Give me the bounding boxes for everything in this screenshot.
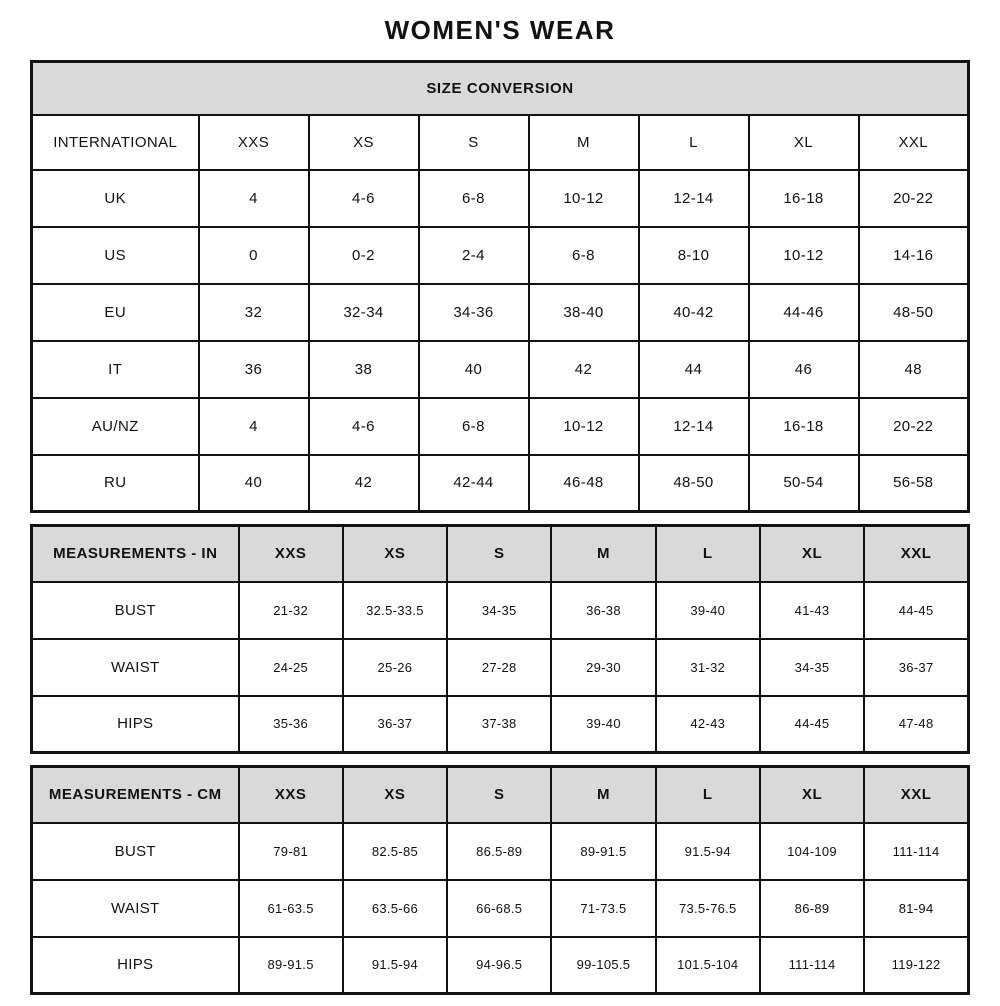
col-header-l: L	[639, 115, 749, 170]
cell: 46	[749, 341, 859, 398]
cell: 36	[199, 341, 309, 398]
cell: 35-36	[239, 696, 343, 753]
col-header-s: S	[419, 115, 529, 170]
cell: 4-6	[309, 398, 419, 455]
cell: 12-14	[639, 398, 749, 455]
cell: 10-12	[749, 227, 859, 284]
cell: 81-94	[864, 880, 968, 937]
col-header-xxs: XXS	[239, 526, 343, 582]
cell: 12-14	[639, 170, 749, 227]
row-label-aunz: AU/NZ	[32, 398, 199, 455]
col-header-xxs: XXS	[199, 115, 309, 170]
cell: 14-16	[859, 227, 969, 284]
cell: 20-22	[859, 170, 969, 227]
row-label-hips: HIPS	[32, 696, 239, 753]
cell: 48-50	[859, 284, 969, 341]
col-header-xs: XS	[343, 767, 447, 823]
cell: 104-109	[760, 823, 864, 880]
table-row-bust-cm	[32, 823, 969, 880]
cell: 48-50	[639, 455, 749, 512]
cell: 61-63.5	[239, 880, 343, 937]
cell: 8-10	[639, 227, 749, 284]
cell: 41-43	[760, 582, 864, 639]
cell: 6-8	[419, 398, 529, 455]
size-conversion-header-row	[32, 115, 969, 170]
cell: 37-38	[447, 696, 551, 753]
cell: 27-28	[447, 639, 551, 696]
cell: 66-68.5	[447, 880, 551, 937]
col-header-xxs: XXS	[239, 767, 343, 823]
table-row-bust-in	[32, 582, 969, 639]
row-label-eu: EU	[32, 284, 199, 341]
cell: 38-40	[529, 284, 639, 341]
cell: 40-42	[639, 284, 749, 341]
col-header-m: M	[551, 526, 655, 582]
measurements-cm-title: MEASUREMENTS - CM	[32, 767, 239, 823]
table-row-aunz	[32, 398, 969, 455]
col-header-xs: XS	[343, 526, 447, 582]
cell: 16-18	[749, 398, 859, 455]
cell: 25-26	[343, 639, 447, 696]
row-label-us: US	[32, 227, 199, 284]
cell: 89-91.5	[239, 937, 343, 994]
table-row-waist-in	[32, 639, 969, 696]
col-header-l: L	[656, 767, 760, 823]
cell: 82.5-85	[343, 823, 447, 880]
col-header-m: M	[551, 767, 655, 823]
cell: 36-37	[343, 696, 447, 753]
table-row-waist-cm	[32, 880, 969, 937]
cell: 119-122	[864, 937, 968, 994]
row-label-ru: RU	[32, 455, 199, 512]
col-header-xxl: XXL	[859, 115, 969, 170]
cell: 94-96.5	[447, 937, 551, 994]
cell: 63.5-66	[343, 880, 447, 937]
cell: 36-38	[551, 582, 655, 639]
cell: 101.5-104	[656, 937, 760, 994]
cell: 4	[199, 170, 309, 227]
page-title: WOMEN'S WEAR	[384, 15, 616, 45]
row-label-bust: BUST	[32, 823, 239, 880]
col-header-xs: XS	[309, 115, 419, 170]
cell: 32	[199, 284, 309, 341]
cell: 86-89	[760, 880, 864, 937]
cell: 0	[199, 227, 309, 284]
table-row-ru	[32, 455, 969, 512]
cell: 89-91.5	[551, 823, 655, 880]
cell: 34-35	[447, 582, 551, 639]
row-label-waist: WAIST	[32, 880, 239, 937]
row-label-it: IT	[32, 341, 199, 398]
cell: 34-36	[419, 284, 529, 341]
cell: 32-34	[309, 284, 419, 341]
cell: 56-58	[859, 455, 969, 512]
cell: 99-105.5	[551, 937, 655, 994]
cell: 16-18	[749, 170, 859, 227]
col-header-xxl: XXL	[864, 526, 968, 582]
row-label-bust: BUST	[32, 582, 239, 639]
cell: 4-6	[309, 170, 419, 227]
col-header-s: S	[447, 526, 551, 582]
cell: 73.5-76.5	[656, 880, 760, 937]
cell: 4	[199, 398, 309, 455]
col-header-xxl: XXL	[864, 767, 968, 823]
table-row-it	[32, 341, 969, 398]
measurements-in-header-row	[32, 526, 969, 582]
measurements-cm-table	[30, 765, 970, 995]
cell: 111-114	[760, 937, 864, 994]
cell: 0-2	[309, 227, 419, 284]
table-row-uk	[32, 170, 969, 227]
cell: 42-44	[419, 455, 529, 512]
cell: 39-40	[656, 582, 760, 639]
cell: 10-12	[529, 170, 639, 227]
cell: 31-32	[656, 639, 760, 696]
cell: 32.5-33.5	[343, 582, 447, 639]
cell: 50-54	[749, 455, 859, 512]
row-label-uk: UK	[32, 170, 199, 227]
table-row-hips-in	[32, 696, 969, 753]
col-header-l: L	[656, 526, 760, 582]
cell: 91.5-94	[656, 823, 760, 880]
col-header-xl: XL	[760, 526, 864, 582]
cell: 40	[419, 341, 529, 398]
cell: 48	[859, 341, 969, 398]
row-label-hips: HIPS	[32, 937, 239, 994]
cell: 40	[199, 455, 309, 512]
table-row-us	[32, 227, 969, 284]
cell: 24-25	[239, 639, 343, 696]
col-header-xl: XL	[760, 767, 864, 823]
cell: 39-40	[551, 696, 655, 753]
cell: 10-12	[529, 398, 639, 455]
cell: 46-48	[529, 455, 639, 512]
col-header-xl: XL	[749, 115, 859, 170]
col-header-s: S	[447, 767, 551, 823]
measurements-cm-header-row	[32, 767, 969, 823]
cell: 42-43	[656, 696, 760, 753]
cell: 42	[529, 341, 639, 398]
cell: 44	[639, 341, 749, 398]
cell: 29-30	[551, 639, 655, 696]
col-header-international: INTERNATIONAL	[32, 115, 199, 170]
cell: 44-45	[760, 696, 864, 753]
table-row-hips-cm	[32, 937, 969, 994]
cell: 79-81	[239, 823, 343, 880]
cell: 71-73.5	[551, 880, 655, 937]
cell: 44-45	[864, 582, 968, 639]
cell: 36-37	[864, 639, 968, 696]
table-row-eu	[32, 284, 969, 341]
cell: 91.5-94	[343, 937, 447, 994]
cell: 44-46	[749, 284, 859, 341]
cell: 111-114	[864, 823, 968, 880]
measurements-in-table	[30, 524, 970, 754]
size-conversion-title: SIZE CONVERSION	[32, 62, 969, 115]
cell: 34-35	[760, 639, 864, 696]
cell: 38	[309, 341, 419, 398]
measurements-in-title: MEASUREMENTS - IN	[32, 526, 239, 582]
size-conversion-table	[30, 60, 970, 513]
size-conversion-caption-row	[32, 62, 969, 115]
cell: 21-32	[239, 582, 343, 639]
cell: 86.5-89	[447, 823, 551, 880]
cell: 20-22	[859, 398, 969, 455]
cell: 47-48	[864, 696, 968, 753]
col-header-m: M	[529, 115, 639, 170]
cell: 2-4	[419, 227, 529, 284]
row-label-waist: WAIST	[32, 639, 239, 696]
cell: 6-8	[529, 227, 639, 284]
cell: 6-8	[419, 170, 529, 227]
cell: 42	[309, 455, 419, 512]
